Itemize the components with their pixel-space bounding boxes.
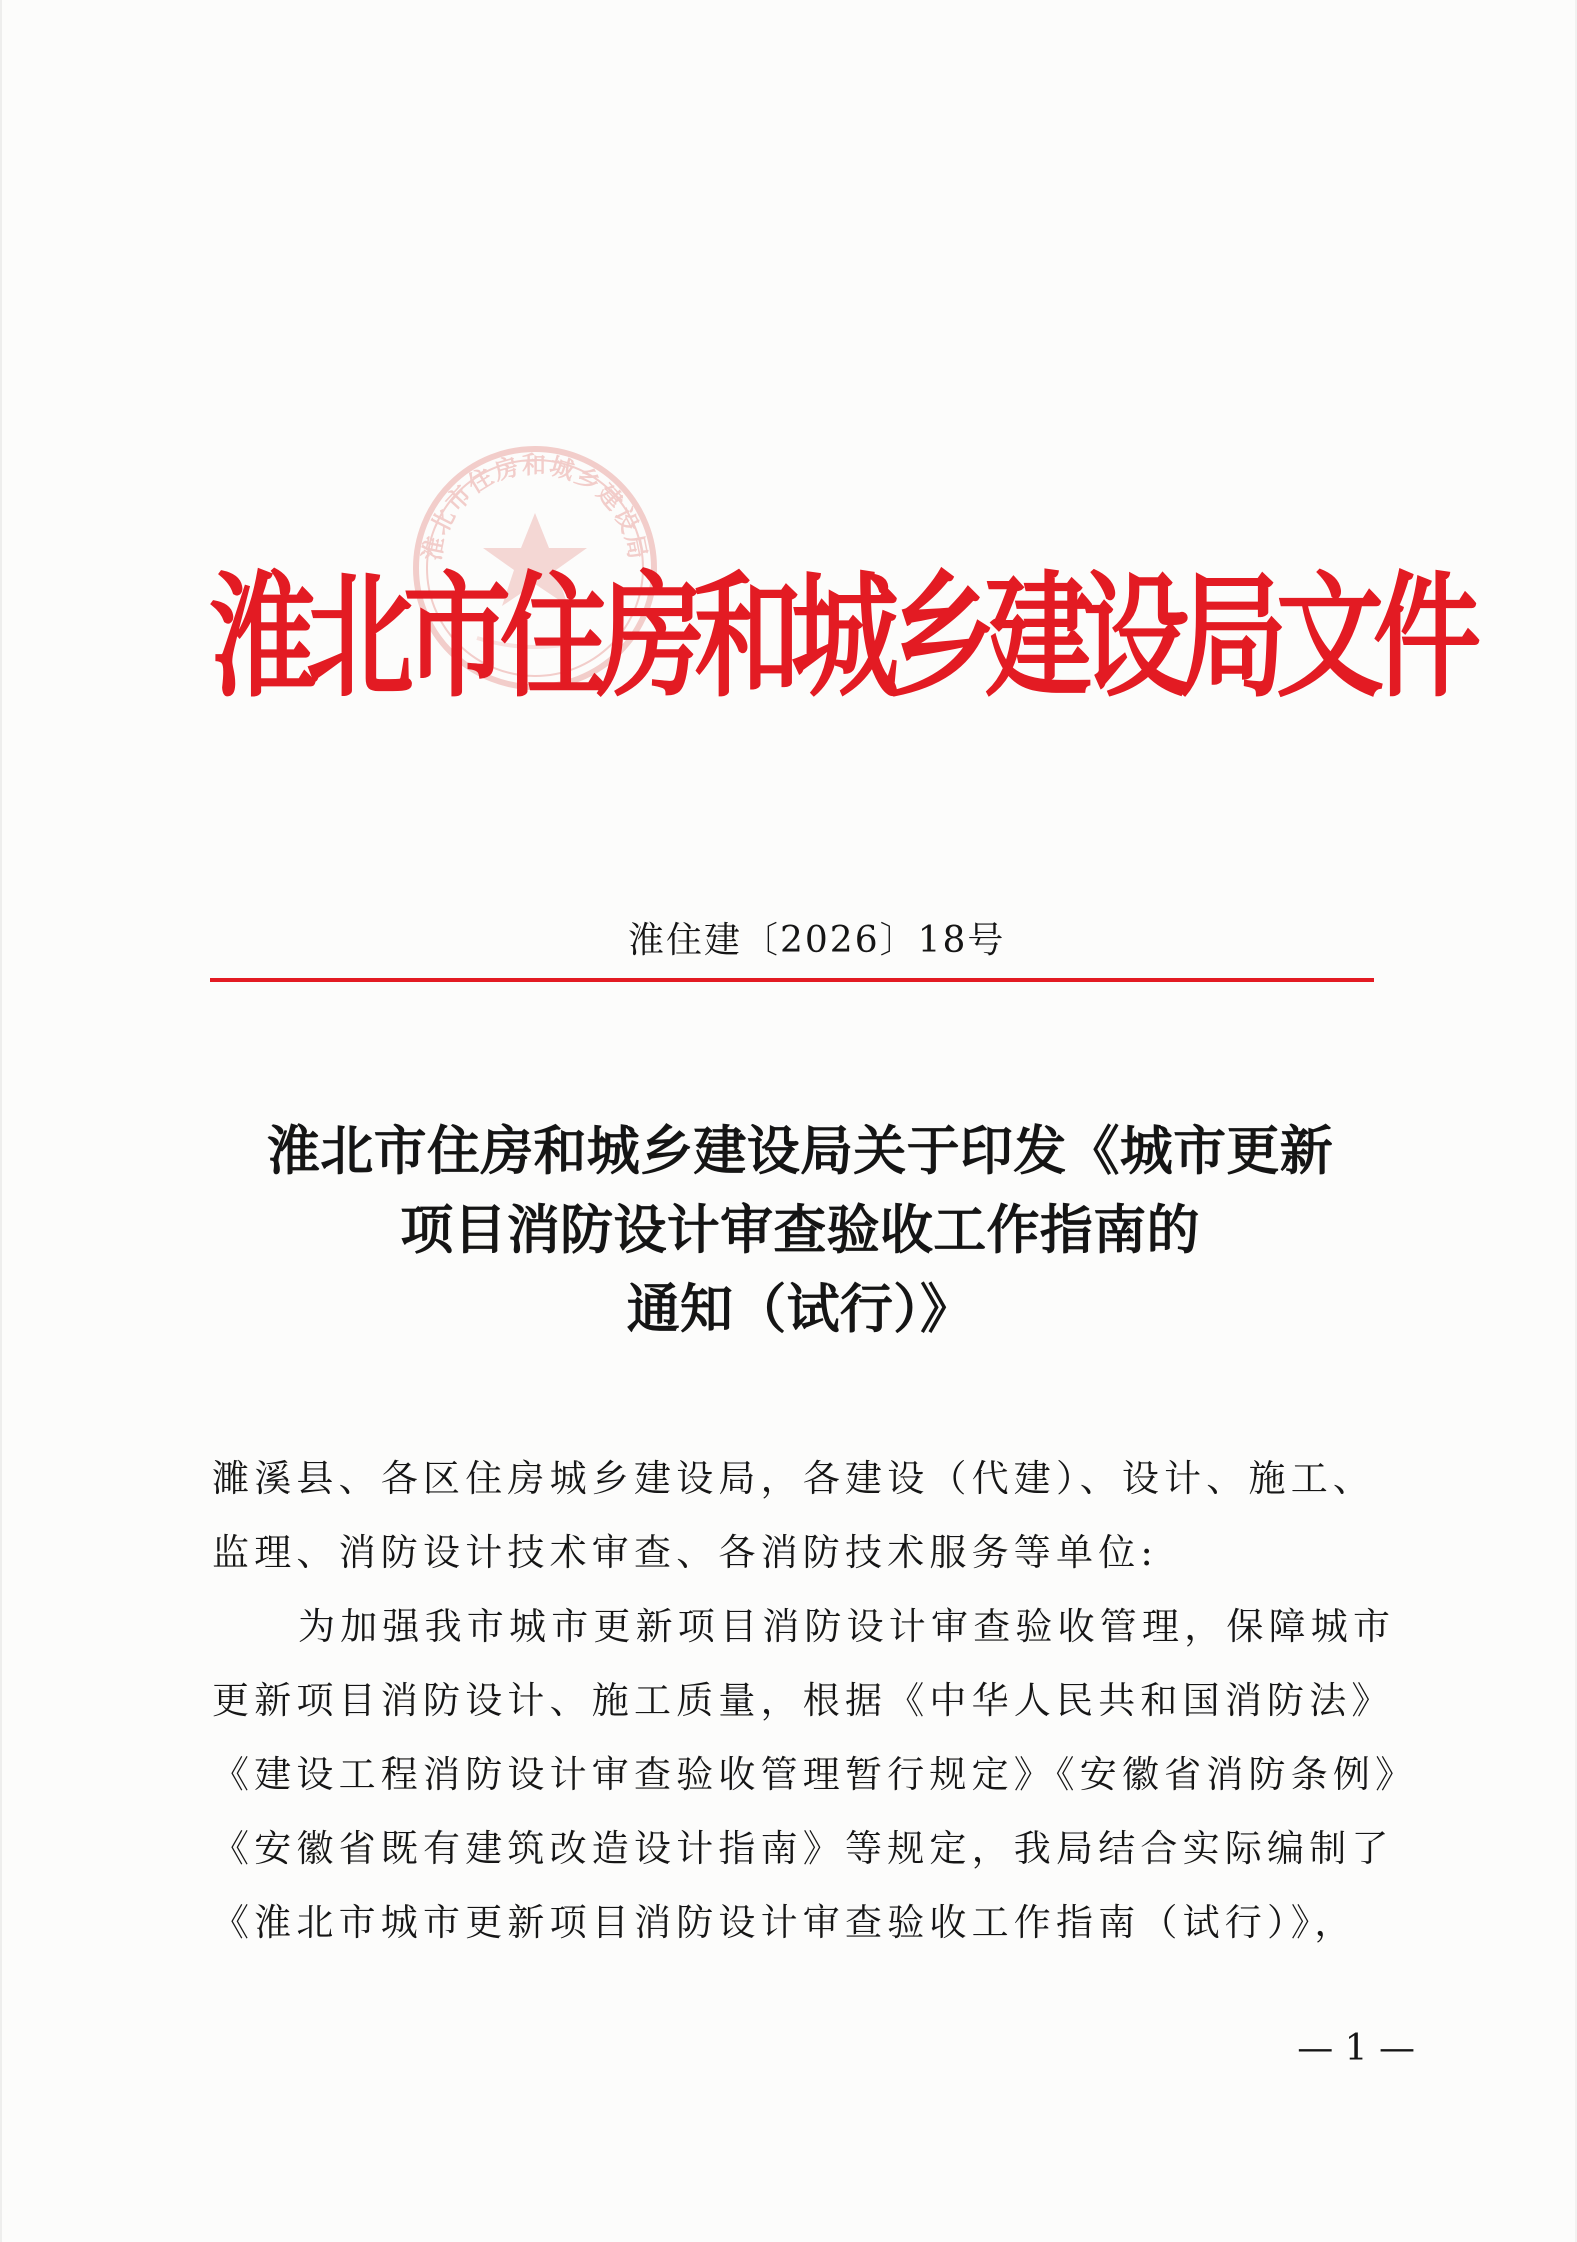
body-line-1: 为加强我市城市更新项目消防设计审查验收管理，保障城市 [298,1605,1396,1648]
page-number: — 1 — [1297,2028,1415,2069]
document-header-title: 淮北市住房和城乡建设局文件 [209,560,1471,717]
seal-arc-text: 淮北市住房和城乡建设局 [416,450,654,564]
body-line-4: 《安徽省既有建筑改造设计指南》等规定，我局结合实际编制了 [212,1827,1394,1870]
notice-title-line-3: 通知（试行）》 [626,1278,974,1340]
document-body [212,1442,1418,1960]
notice-title [210,1112,1390,1349]
recipient-line-1: 濉溪县、各区住房城乡建设局，各建设（代建）、设计、施工、 [212,1457,1376,1500]
body-line-2: 更新项目消防设计、施工质量，根据《中华人民共和国消防法》 [212,1679,1394,1722]
body-line-3: 《建设工程消防设计审查验收管理暂行规定》《安徽省消防条例》 [212,1753,1418,1796]
notice-title-line-2: 项目消防设计审查验收工作指南的 [400,1199,1200,1261]
document-number: 淮住建〔2026〕18号 [628,920,1006,961]
recipient-line-2: 监理、消防设计技术审查、各消防技术服务等单位: [212,1531,1159,1574]
body-line-5: 《淮北市城市更新项目消防设计审查验收工作指南（试行）》， [212,1901,1357,1944]
red-divider-line [210,978,1374,982]
notice-title-line-1: 淮北市住房和城乡建设局关于印发《城市更新 [267,1120,1333,1182]
